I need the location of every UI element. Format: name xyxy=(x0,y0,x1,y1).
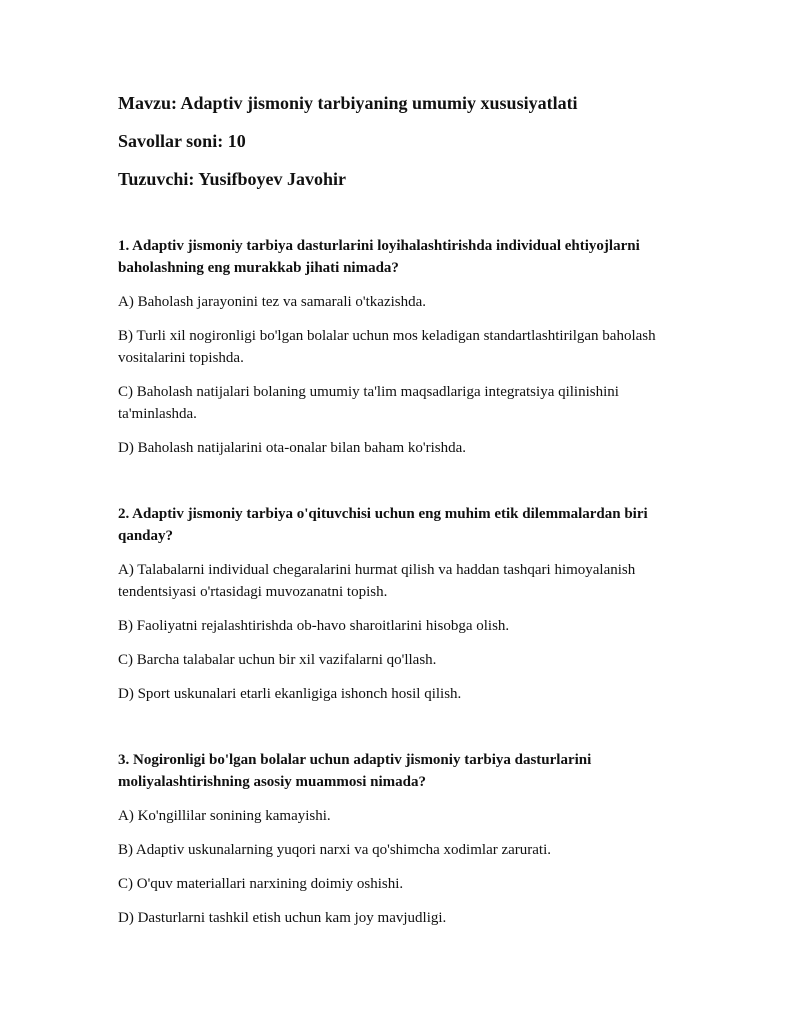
author-heading: Tuzuvchi: Yusifboyev Javohir xyxy=(118,169,347,189)
answer-option-a: A) Talabalarni individual chegaralarini hurmat qilish va haddan tashqari himoyalanish tendentsiyasi o'rtasidagi muvozanatni topish. xyxy=(118,562,636,600)
topic-heading: Mavzu: Adaptiv jismoniy tarbiyaning umumiy xususiyatlati xyxy=(118,93,578,113)
question-item xyxy=(118,503,700,705)
answer-option-a: A) Ko'ngillilar sonining kamayishi. xyxy=(118,808,331,824)
answer-option-b: B) Turli xil nogironligi bo'lgan bolalar uchun mos keladigan standartlashtirilgan baholash vositalarini topishda. xyxy=(118,328,656,366)
answer-option-d: D) Dasturlarni tashkil etish uchun kam joy mavjudligi. xyxy=(118,910,447,926)
question-count-heading: Savollar soni: 10 xyxy=(118,131,246,151)
answer-option-c: C) Barcha talabalar uchun bir xil vazifalarni qo'llash. xyxy=(118,652,437,668)
answer-option-b: B) Faoliyatni rejalashtirishda ob-havo sharoitlarini hisobga olish. xyxy=(118,618,510,634)
question-item xyxy=(118,749,700,929)
answer-option-d: D) Baholash natijalarini ota-onalar bilan baham ko'rishda. xyxy=(118,440,467,456)
question-list xyxy=(118,235,700,929)
answer-option-b: B) Adaptiv uskunalarning yuqori narxi va qo'shimcha xodimlar zarurati. xyxy=(118,842,552,858)
answer-option-c: C) Baholash natijalari bolaning umumiy ta'lim maqsadlariga integratsiya qilinishini ta'minlashda. xyxy=(118,384,619,422)
answer-option-d: D) Sport uskunalari etarli ekanligiga ishonch hosil qilish. xyxy=(118,686,462,702)
question-text: 2. Adaptiv jismoniy tarbiya o'qituvchisi uchun eng muhim etik dilemmalardan biri qanday? xyxy=(118,506,648,544)
document-header xyxy=(118,92,700,190)
question-text: 1. Adaptiv jismoniy tarbiya dasturlarini loyihalashtirishda individual ehtiyojlarni baholashning eng murakkab jihati nimada? xyxy=(118,238,640,276)
answer-option-a: A) Baholash jarayonini tez va samarali o'tkazishda. xyxy=(118,294,427,310)
question-text: 3. Nogironligi bo'lgan bolalar uchun adaptiv jismoniy tarbiya dasturlarini moliyalashtirishning asosiy muammosi nimada? xyxy=(118,752,592,790)
answer-option-c: C) O'quv materiallari narxining doimiy oshishi. xyxy=(118,876,404,892)
question-item xyxy=(118,235,700,459)
